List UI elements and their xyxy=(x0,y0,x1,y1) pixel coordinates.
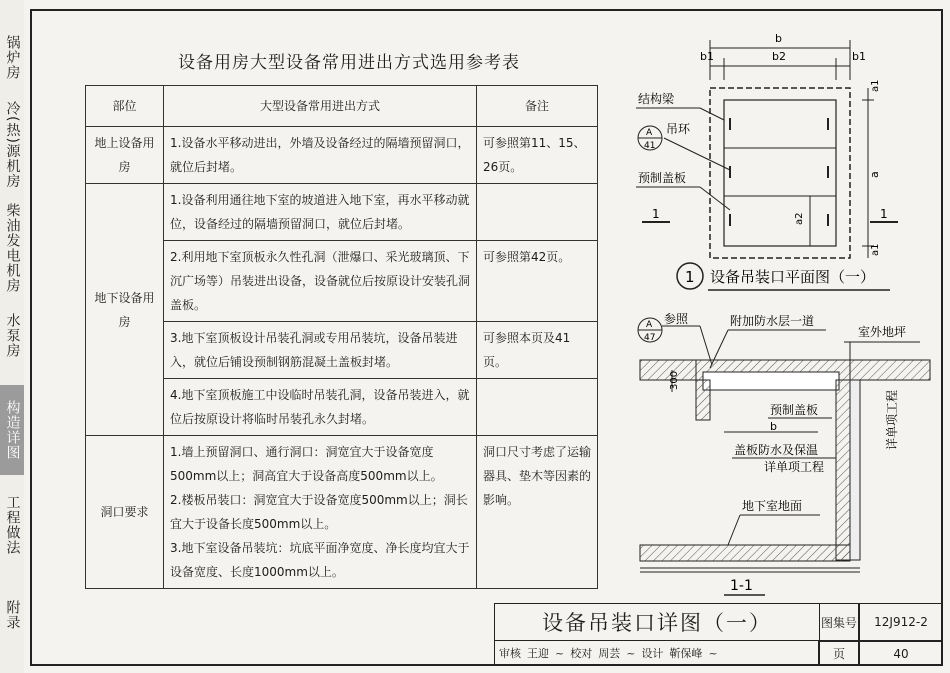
tab-appendix[interactable]: 附录 xyxy=(4,600,21,630)
table-row xyxy=(86,127,598,184)
section-ref-47: 47 xyxy=(644,333,656,343)
label-extra-waterproofing: 附加防水层一道 xyxy=(730,314,815,328)
dim-a: a xyxy=(868,171,881,178)
section-ref-a: A xyxy=(646,320,653,330)
plan-caption-number: 1 xyxy=(685,268,695,286)
location-cell: 地下设备用房 xyxy=(86,184,164,436)
method-cell: 4.地下室顶板施工中设临时吊装孔洞，设备吊装进入，就位后按原设计将临时吊装孔永久封堵。 xyxy=(164,379,477,436)
label-cover-insulation: 盖板防水及保温 xyxy=(734,443,819,457)
method-cell: 2.利用地下室顶板永久性孔洞（泄爆口、采光玻璃顶、下沉广场等）吊装进出设备，设备就位后按原设计安装孔洞盖板。 xyxy=(164,241,477,322)
header-method: 大型设备常用进出方式 xyxy=(164,86,477,127)
atlas-number: 12J912-2 xyxy=(859,603,943,641)
section-mark-left: 1 xyxy=(652,207,660,221)
header-note: 备注 xyxy=(477,86,598,127)
method-cell: 1.设备水平移动进出，外墙及设备经过的隔墙预留洞口，就位后封堵。 xyxy=(164,127,477,184)
label-lifting-ring: 吊环 xyxy=(666,122,691,136)
detail-drawings xyxy=(600,20,940,600)
dim-b2: b2 xyxy=(772,50,786,63)
plan-caption: 设备吊装口平面图（一） xyxy=(710,268,876,286)
note-cell xyxy=(477,379,598,436)
label-reference: 参照 xyxy=(664,312,689,326)
method-cell: 1.墙上预留洞口、通行洞口：洞宽宜大于设备宽度500mm以上；洞高宜大于设备高度500mm以上。 2.楼板吊装口：洞宽宜大于设备宽度500mm以上；洞长宜大于设备长度500mm以上。 3.地下室设备吊装坑：坑底平面净宽度、净长度均宜大于设备宽度、长度1000mm以上。 xyxy=(164,436,477,589)
tab-pump-room[interactable]: 水泵房 xyxy=(4,312,21,358)
reviewer-name: 王迎 xyxy=(527,647,549,660)
plan-view xyxy=(636,32,898,290)
designer-signature: ~ xyxy=(708,646,718,660)
dim-a1-top: a1 xyxy=(870,79,881,92)
dim-b: b xyxy=(775,32,782,45)
checker-name: 周芸 xyxy=(598,647,621,660)
label-side-detail: 详单项工程 xyxy=(885,389,899,450)
atlas-label: 图集号 xyxy=(819,603,859,641)
ref-a: A xyxy=(646,128,653,138)
review-label: 审核 xyxy=(499,647,521,660)
method-cell: 3.地下室顶板设计吊装孔洞或专用吊装坑，设备吊装进入，就位后铺设预制钢筋混凝土盖板封堵。 xyxy=(164,322,477,379)
label-basement-floor: 地下室地面 xyxy=(742,499,803,513)
dim-a2: a2 xyxy=(794,212,805,225)
tab-construction-details[interactable]: 构造详图 xyxy=(0,385,24,475)
note-cell xyxy=(477,184,598,241)
page-label: 页 xyxy=(819,641,859,666)
tab-engineering-practice[interactable]: 工程做法 xyxy=(4,495,21,555)
method-cell: 1.设备利用通往地下室的坡道进入地下室，再水平移动就位，设备经过的隔墙预留洞口，就位后封堵。 xyxy=(164,184,477,241)
label-see-detail: 详单项工程 xyxy=(764,460,825,474)
label-structural-beam: 结构梁 xyxy=(638,92,675,106)
section-view xyxy=(638,312,930,595)
dim-section-b: b xyxy=(770,420,777,433)
tab-generator-room[interactable]: 柴油发电机房 xyxy=(4,202,21,293)
ref-41: 41 xyxy=(644,141,656,151)
reviewer-signature: ~ xyxy=(555,646,565,660)
page-number: 40 xyxy=(859,641,943,666)
side-tabs xyxy=(0,0,24,673)
label-section-slab: 预制盖板 xyxy=(770,403,819,417)
designer-name: 靳保峰 xyxy=(669,647,703,660)
header-location: 部位 xyxy=(86,86,164,127)
label-precast-slab: 预制盖板 xyxy=(638,171,687,185)
signature-row xyxy=(494,641,819,666)
section-caption: 1-1 xyxy=(730,578,753,594)
table-row xyxy=(86,436,598,589)
table-row xyxy=(86,184,598,241)
note-cell: 可参照第42页。 xyxy=(477,241,598,322)
note-cell: 洞口尺寸考虑了运输器具、垫木等因素的影响。 xyxy=(477,436,598,589)
table-title: 设备用房大型设备常用进出方式选用参考表 xyxy=(178,53,520,73)
note-cell: 可参照本页及41页。 xyxy=(477,322,598,379)
location-cell: 地上设备用房 xyxy=(86,127,164,184)
dim-300: 300 xyxy=(669,370,680,390)
label-outdoor-grade: 室外地坪 xyxy=(858,325,907,339)
location-cell: 洞口要求 xyxy=(86,436,164,589)
dim-a1-bottom: a1 xyxy=(870,243,881,256)
reference-table xyxy=(85,85,598,589)
checker-signature: ~ xyxy=(626,646,636,660)
table-header-row xyxy=(86,86,598,127)
dim-b1-left: b1 xyxy=(700,50,714,63)
note-cell: 可参照第11、15、26页。 xyxy=(477,127,598,184)
dim-b1-right: b1 xyxy=(852,50,866,63)
check-label: 校对 xyxy=(570,647,593,660)
tab-boiler-room[interactable]: 锅炉房 xyxy=(4,35,21,80)
drawing-title: 设备吊装口详图（一） xyxy=(494,603,819,641)
tab-chiller-room[interactable]: 冷(热)源机房 xyxy=(4,101,21,189)
section-mark-right: 1 xyxy=(880,207,888,221)
title-block xyxy=(494,603,943,666)
design-label: 设计 xyxy=(641,647,664,660)
